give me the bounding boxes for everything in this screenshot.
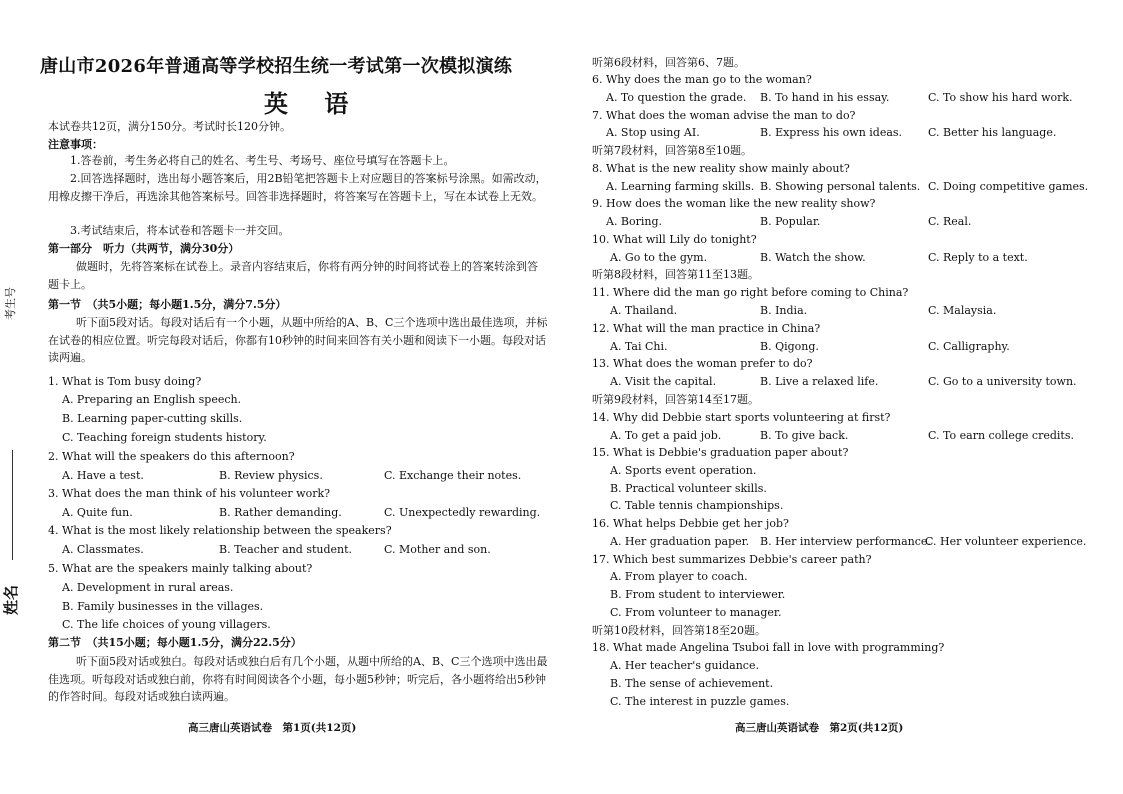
q10-option-a: A. Go to the gym. [610,251,708,264]
q14-option-b: B. To give back. [760,429,849,442]
section2-heading: 第二节 （共15小题；每小题1.5分，满分22.5分） [48,636,302,649]
part1-intro: 做题时，先将答案标在试卷上。录音内容结束后，你将有两分钟的时间将试卷上的答案转涂到答题卡上。 [48,260,538,291]
question-1: 1. What is Tom busy doing? [48,375,202,388]
q2-option-c: C. Exchange their notes. [384,469,522,482]
section1-intro: 听下面5段对话。每段对话后有一个小题，从题中所给的A、B、C三个选项中选出最佳选项，并标在试卷的相应位置。听完每段对话后，你都有10秒钟的时间来回答有关小题和阅读下一小题。每段对话读两遍。 [48,316,548,364]
question-17: 17. Which best summarizes Debbie's career path? [592,553,872,566]
q5-option-c: C. The life choices of young villagers. [62,618,271,631]
q2-option-b: B. Review physics. [219,469,323,482]
q8-option-b: B. Showing personal talents. [760,180,921,193]
q18-option-b: B. The sense of achievement. [610,677,774,690]
q3-option-c: C. Unexpectedly rewarding. [384,506,541,519]
q9-option-b: B. Popular. [760,215,821,228]
question-5: 5. What are the speakers mainly talking about? [48,562,313,575]
q12-option-a: A. Tai Chi. [610,340,668,353]
q12-option-c: C. Calligraphy. [928,340,1010,353]
q5-option-b: B. Family businesses in the villages. [62,600,264,613]
question-9: 9. How does the woman like the new reality show? [592,197,876,210]
material-6-heading: 听第6段材料，回答第6、7题。 [592,56,745,69]
q7-option-c: C. Better his language. [928,126,1057,139]
q10-option-b: B. Watch the show. [760,251,866,264]
note-3: 3.考试结束后，将本试卷和答题卡一并交回。 [70,224,290,237]
section1-heading: 第一节 （共5小题；每小题1.5分，满分7.5分） [48,298,287,311]
part1-heading: 第一部分 听力（共两节，满分30分） [48,242,240,255]
q6-option-b: B. To hand in his essay. [760,91,890,104]
question-14: 14. Why did Debbie start sports volunteering at first? [592,411,891,424]
q5-option-a: A. Development in rural areas. [62,581,234,594]
q13-option-c: C. Go to a university town. [928,375,1077,388]
material-10-heading: 听第10段材料，回答第18至20题。 [592,624,766,637]
exam-title: 唐山市2026年普通高等学校招生统一考试第一次模拟演练 [40,56,513,77]
q18-option-a: A. Her teacher's guidance. [610,659,759,672]
question-8: 8. What is the new reality show mainly about? [592,162,850,175]
question-11: 11. Where did the man go right before coming to China? [592,286,909,299]
margin-label-exam-number: 考生号 [4,287,17,320]
question-6: 6. Why does the man go to the woman? [592,73,812,86]
q15-option-a: A. Sports event operation. [610,464,757,477]
q17-option-a: A. From player to coach. [610,570,748,583]
q7-option-b: B. Express his own ideas. [760,126,903,139]
q1-option-b: B. Learning paper-cutting skills. [62,412,243,425]
q14-option-a: A. To get a paid job. [610,429,722,442]
question-4: 4. What is the most likely relationship between the speakers? [48,524,392,537]
material-9-heading: 听第9段材料，回答第14至17题。 [592,393,759,406]
q16-option-b: B. Her interview performance. [760,535,931,548]
q16-option-c: C. Her volunteer experience. [925,535,1087,548]
q4-option-c: C. Mother and son. [384,543,491,556]
q15-option-c: C. Table tennis championships. [610,499,784,512]
q13-option-a: A. Visit the capital. [610,375,717,388]
note-2: 2.回答选择题时，选出每小题答案后，用2B铅笔把答题卡上对应题目的答案标号涂黑。如需改动，用橡皮擦干净后，再选涂其他答案标号。回答非选择题时，将答案写在答题卡上，写在本试卷上无效。 [48,172,547,203]
q14-option-c: C. To earn college credits. [928,429,1074,442]
exam-intro: 本试卷共12页，满分150分。考试时长120分钟。 [48,120,291,133]
question-10: 10. What will Lily do tonight? [592,233,757,246]
question-13: 13. What does the woman prefer to do? [592,357,813,370]
q4-option-a: A. Classmates. [62,543,144,556]
question-7: 7. What does the woman advise the man to do? [592,109,856,122]
q15-option-b: B. Practical volunteer skills. [610,482,767,495]
q10-option-c: C. Reply to a text. [928,251,1028,264]
q16-option-a: A. Her graduation paper. [610,535,750,548]
notice-heading: 注意事项： [48,138,103,151]
q9-option-c: C. Real. [928,215,972,228]
page-footer-1: 高三唐山英语试卷 第1页(共12页) [188,722,357,734]
question-15: 15. What is Debbie's graduation paper about? [592,446,849,459]
material-8-heading: 听第8段材料，回答第11至13题。 [592,268,759,281]
note-1: 1.答卷前，考生务必将自己的姓名、考生号、考场号、座位号填写在答题卡上。 [70,154,455,167]
question-2: 2. What will the speakers do this afternoon? [48,450,295,463]
q7-option-a: A. Stop using AI. [606,126,700,139]
material-7-heading: 听第7段材料，回答第8至10题。 [592,144,752,157]
question-16: 16. What helps Debbie get her job? [592,517,789,530]
q8-option-a: A. Learning farming skills. [606,180,755,193]
q2-option-a: A. Have a test. [62,469,144,482]
q3-option-a: A. Quite fun. [62,506,133,519]
page-footer-2: 高三唐山英语试卷 第2页(共12页) [735,722,904,734]
q18-option-c: C. The interest in puzzle games. [610,695,790,708]
q17-option-b: B. From student to interviewer. [610,588,786,601]
q11-option-b: B. India. [760,304,808,317]
q4-option-b: B. Teacher and student. [219,543,353,556]
q3-option-b: B. Rather demanding. [219,506,342,519]
q11-option-a: A. Thailand. [610,304,678,317]
q6-option-a: A. To question the grade. [606,91,747,104]
q1-option-a: A. Preparing an English speech. [62,393,242,406]
section2-intro: 听下面5段对话或独白。每段对话或独白后有几个小题，从题中所给的A、B、C三个选项中选出最佳选项。听每段对话或独白前，你将有时间阅读各个小题，每小题5秒钟；听完后，各小题将给出5秒钟的作答时间。每段对话或独白读两遍。 [48,655,548,703]
margin-label-name: 姓名 [2,584,20,615]
question-3: 3. What does the man think of his volunteer work? [48,487,331,500]
subject-title: 英 语 [264,89,363,118]
q11-option-c: C. Malaysia. [928,304,997,317]
q9-option-a: A. Boring. [606,215,663,228]
question-18: 18. What made Angelina Tsuboi fall in love with programming? [592,641,945,654]
q1-option-c: C. Teaching foreign students history. [62,431,267,444]
q17-option-c: C. From volunteer to manager. [610,606,782,619]
question-12: 12. What will the man practice in China? [592,322,821,335]
q6-option-c: C. To show his hard work. [928,91,1073,104]
margin-line [12,450,13,560]
q8-option-c: C. Doing competitive games. [928,180,1089,193]
q13-option-b: B. Live a relaxed life. [760,375,879,388]
q12-option-b: B. Qigong. [760,340,819,353]
